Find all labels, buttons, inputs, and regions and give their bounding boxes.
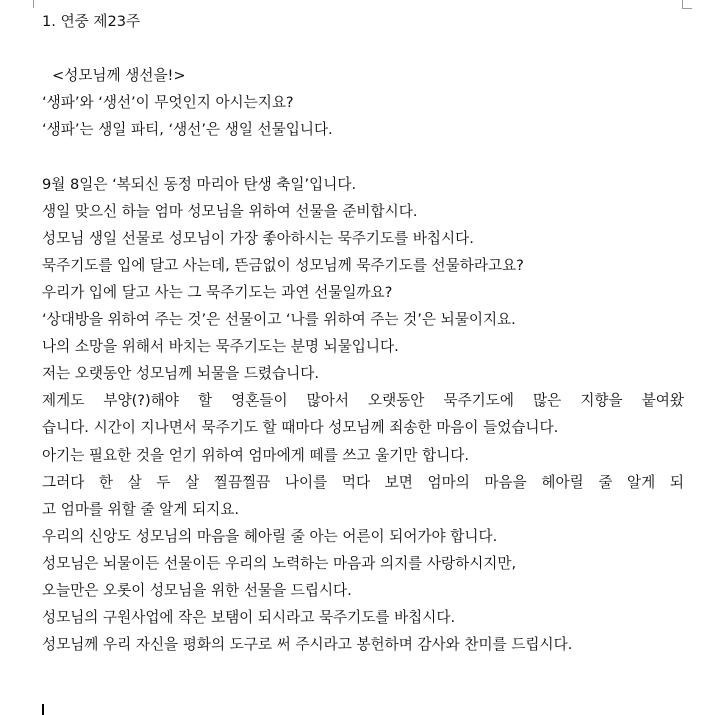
paragraph-line: 묵주기도를 입에 달고 사는데, 뜬금없이 성모님께 묵주기도를 선물하라고요? bbox=[42, 256, 524, 274]
paragraph-line: 우리의 신앙도 성모님의 마음을 헤아릴 줄 아는 어른이 되어가야 합니다. bbox=[42, 527, 498, 545]
paragraph-line: 우리가 입에 달고 사는 그 묵주기도는 과연 선물일까요? bbox=[42, 283, 393, 301]
paragraph-line: ‘상대방을 위하여 주는 것’은 선물이고 ‘나를 위하여 주는 것’은 뇌물이지요. bbox=[42, 311, 516, 329]
paragraph-line: 성모님의 구원사업에 작은 보탬이 되시라고 묵주기도를 바칩시다. bbox=[42, 609, 456, 627]
text-cursor bbox=[42, 704, 44, 715]
document-body[interactable] bbox=[42, 8, 692, 658]
margin-corner-mark-left bbox=[33, 0, 34, 8]
paragraph-line: 습니다. 시간이 지나면서 묵주기도 할 때마다 성모님께 죄송한 마음이 들었습니다. bbox=[42, 419, 559, 437]
paragraph-line: 나의 소망을 위해서 바치는 묵주기도는 분명 뇌물입니다. bbox=[42, 338, 399, 356]
paragraph-line: ‘생파’와 ‘생선’이 무엇인지 아시는지요? bbox=[42, 94, 294, 112]
blank-line bbox=[42, 35, 692, 62]
paragraph-line: 생일 맞으신 하늘 엄마 성모님을 위하여 선물을 준비합시다. bbox=[42, 202, 418, 220]
paragraph-line: 아기는 필요한 것을 얻기 위하여 엄마에게 떼를 쓰고 울기만 합니다. bbox=[42, 446, 470, 464]
paragraph-line: 성모님은 뇌물이든 선물이든 우리의 노력하는 마음과 의지를 사랑하시지만, bbox=[42, 554, 517, 572]
section-heading: 1. 연중 제23주 bbox=[42, 13, 141, 30]
paragraph-line: 그러다 한 살 두 살 찔끔찔끔 나이를 먹다 보면 엄마의 마음을 헤아릴 줄 알게 되 bbox=[42, 473, 684, 491]
paragraph-line: 성모님께 우리 자신을 평화의 도구로 써 주시라고 봉헌하며 감사와 찬미를 드립시다. bbox=[42, 636, 573, 654]
article-title: <성모님께 생선을!> bbox=[52, 67, 186, 85]
paragraph-line: 오늘만은 오롯이 성모님을 위한 선물을 드립시다. bbox=[42, 581, 352, 599]
paragraph-line: ‘생파’는 생일 파티, ‘생선’은 생일 선물입니다. bbox=[42, 121, 333, 139]
blank-line bbox=[42, 143, 692, 170]
paragraph-line: 성모님 생일 선물로 성모님이 가장 좋아하시는 묵주기도를 바칩시다. bbox=[42, 229, 474, 247]
paragraph-line: 제게도 부양(?)해야 할 영혼들이 많아서 오랫동안 묵주기도에 많은 지향을 붙여왔 bbox=[42, 392, 684, 410]
paragraph-line: 9월 8일은 ‘복되신 동정 마리아 탄생 축일’입니다. bbox=[42, 175, 357, 193]
paragraph-line: 고 엄마를 위할 줄 알게 되지요. bbox=[42, 500, 240, 518]
margin-corner-mark-right bbox=[682, 0, 683, 8]
paragraph-line: 저는 오랫동안 성모님께 뇌물을 드렸습니다. bbox=[42, 365, 319, 383]
